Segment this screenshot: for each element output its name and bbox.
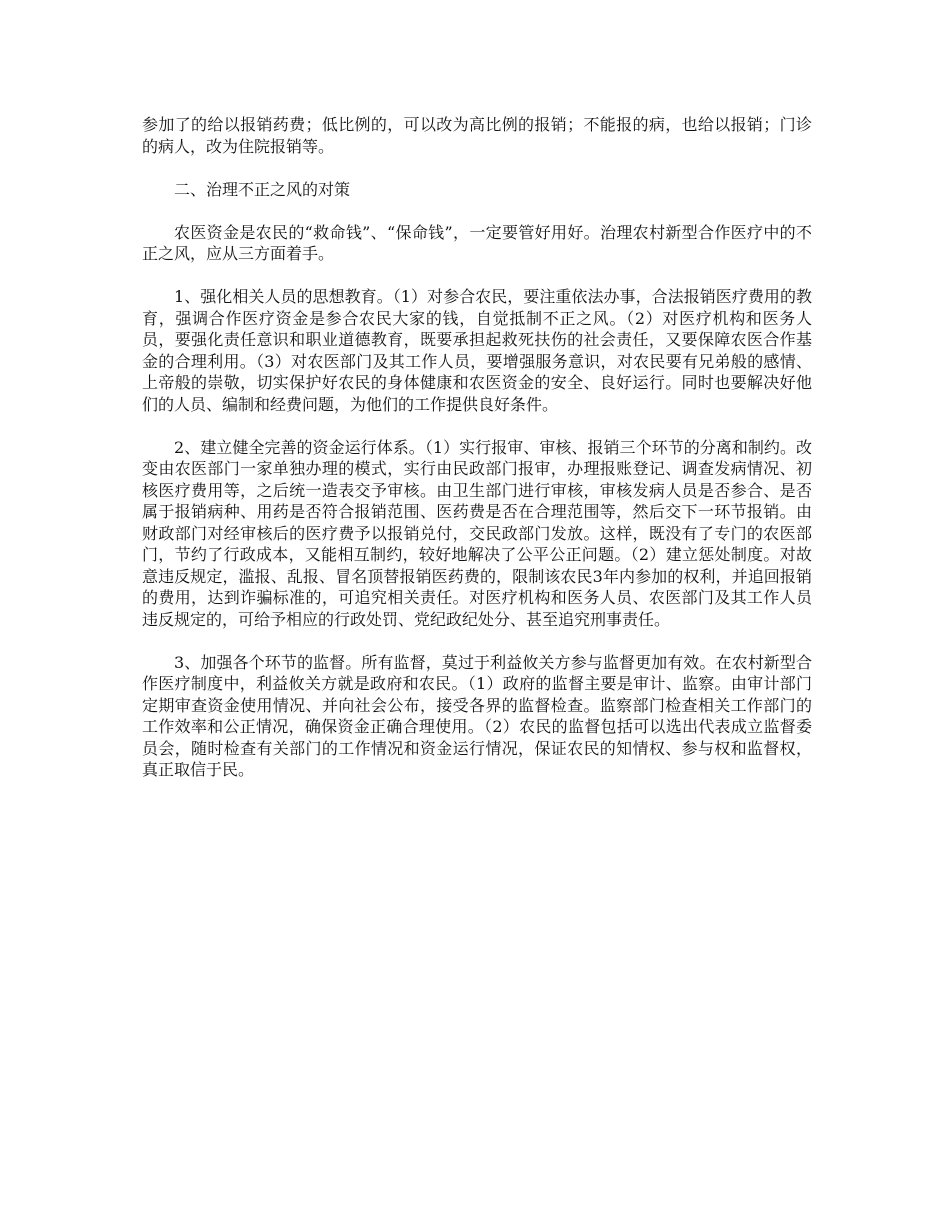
paragraph-section-intro: 农医资金是农民的“救命钱”、“保命钱”，一定要管好用好。治理农村新型合作医疗中的不正之风，应从三方面着手。 xyxy=(142,222,812,263)
document-body xyxy=(142,114,812,781)
paragraph-intro-continuation: 参加了的给以报销药费；低比例的，可以改为高比例的报销；不能报的病，也给以报销；门诊的病人，改为住院报销等。 xyxy=(142,115,812,156)
paragraph-gap xyxy=(142,157,812,179)
paragraph-gap xyxy=(142,200,812,222)
paragraph-point-2: 2、建立健全完善的资金运行体系。（1）实行报审、审核、报销三个环节的分离和制约。改变由农医部门一家单独办理的模式，实行由民政部门报审，办理报账登记、调查发病情况、初核医疗费用等，之后统一造表交予审核。由卫生部门进行审核，审核发病人员是否参合、是否属于报销病种、用药是否符合报销范围、医药费是否在合理范围等，然后交下一环节报销。由财政部门对经审核后的医疗费予以报销兑付，交民政部门发放。这样，既没有了专门的农医部门，节约了行政成本，又能相互制约，较好地解决了公平公正问题。（2）建立惩处制度。对故意违反规定，滥报、乱报、冒名顶替报销医药费的，限制该农民3年内参加的权利，并追回报销的费用，达到诈骗标准的，可追究相关责任。对医疗机构和医务人员、农医部门及其工作人员违反规定的，可给予相应的行政处罚、党纪政纪处分、甚至追究刑事责任。 xyxy=(142,437,812,629)
paragraph-gap xyxy=(142,630,812,652)
section-heading: 二、治理不正之风的对策 xyxy=(174,179,351,199)
paragraph-point-3: 3、加强各个环节的监督。所有监督，莫过于利益攸关方参与监督更加有效。在农村新型合作医疗制度中，利益攸关方就是政府和农民。（1）政府的监督主要是审计、监察。由审计部门定期审查资金使用情况、并向社会公布，接受各界的监督检查。监察部门检查相关工作部门的工作效率和公正情况，确保资金正确合理使用。（2）农民的监督包括可以选出代表成立监督委员会，随时检查有关部门的工作情况和资金运行情况，保证农民的知情权、参与权和监督权，真正取信于民。 xyxy=(142,652,812,779)
paragraph-point-1: 1、强化相关人员的思想教育。（1）对参合农民，要注重依法办事，合法报销医疗费用的教育，强调合作医疗资金是参合农民大家的钱，自觉抵制不正之风。（2）对医疗机构和医务人员，要强化责任意识和职业道德教育，既要承担起救死扶伤的社会责任，又要保障农医合作基金的合理利用。（3）对农医部门及其工作人员，要增强服务意识，对农民要有兄弟般的感情、上帝般的崇敬，切实保护好农民的身体健康和农医资金的安全、良好运行。同时也要解决好他们的人员、编制和经费问题，为他们的工作提供良好条件。 xyxy=(142,287,812,414)
paragraph-gap xyxy=(142,265,812,287)
paragraph-gap xyxy=(142,415,812,437)
